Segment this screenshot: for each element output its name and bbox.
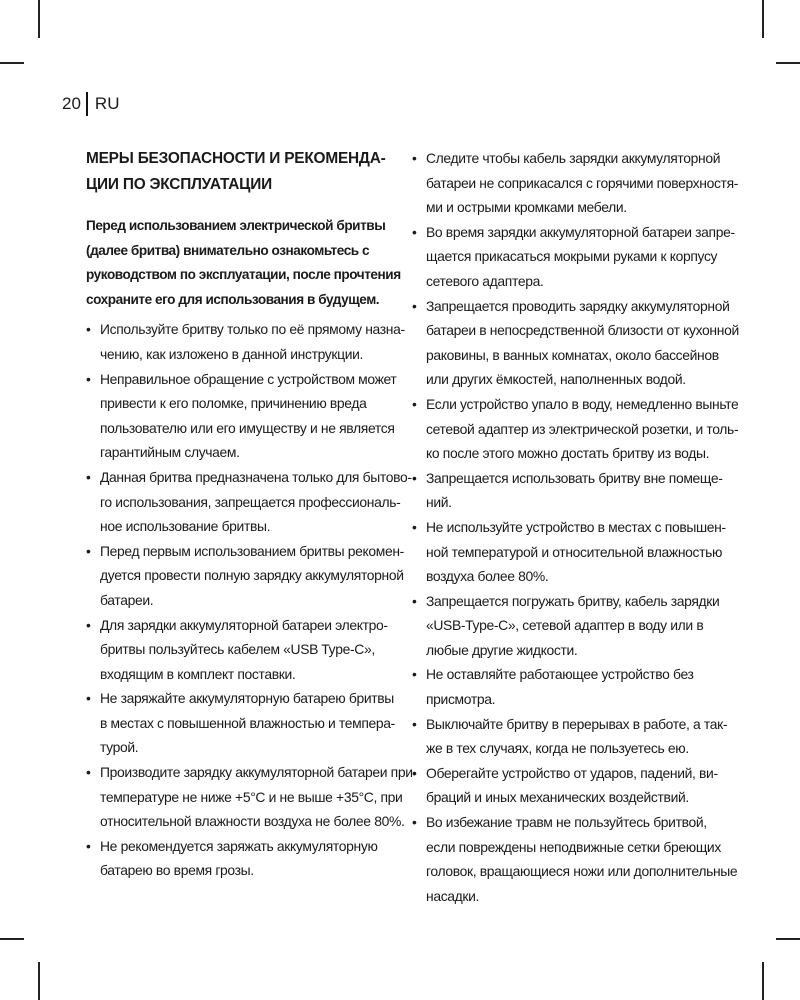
list-item: [86, 465, 412, 539]
list-item-line: Используйте бритву только по её прямому назна-: [100, 321, 405, 338]
bullet-icon: •: [412, 592, 417, 609]
list-item-line: Для зарядки аккумуляторной батареи электро-: [100, 616, 388, 633]
crop-mark-bottom-left: [38, 962, 40, 1000]
bullet-icon: •: [86, 321, 91, 338]
section-title: [86, 146, 392, 198]
list-item-line: Следите чтобы кабель зарядки аккумуляторной: [426, 150, 721, 166]
intro-line: руководством по эксплуатации, после прочтения: [86, 267, 401, 283]
bullet-icon: •: [412, 469, 417, 486]
list-item-line: Запрещается проводить зарядку аккумуляторной: [426, 297, 730, 314]
bullet-icon: •: [412, 297, 417, 314]
bullet-icon: •: [412, 223, 417, 240]
crop-mark-left-lower: [0, 938, 24, 940]
list-item-line: Во избежание травм не пользуйтесь бритвой,: [426, 814, 707, 831]
list-item-line: сетевого адаптера.: [426, 272, 544, 289]
list-item-line: Запрещается погружать бритву, кабель зарядки: [426, 592, 720, 609]
list-item-line: Запрещается использовать бритву вне помеще-: [426, 469, 723, 486]
list-item-line: присмотра.: [426, 691, 496, 708]
crop-mark-bottom-right: [762, 962, 764, 1000]
bullet-icon: •: [412, 518, 417, 535]
intro-paragraph: [86, 214, 401, 312]
list-item: [412, 761, 720, 810]
section-title-line: МЕРЫ БЕЗОПАСНОСТИ И РЕКОМЕНДА-: [86, 150, 386, 167]
list-item-line: ми и острыми кромками мебели.: [426, 199, 627, 216]
intro-line: (далее бритва) внимательно ознакомьтесь с: [86, 242, 370, 258]
list-item-line: «USB-Type-C», сетевой адаптер в воду или в: [426, 617, 704, 634]
list-item-line: входящим в комплект поставки.: [100, 665, 296, 682]
crop-mark-right-lower: [776, 938, 800, 940]
language-code: RU: [94, 94, 120, 113]
list-item-line: Не заряжайте аккумуляторную батарею бритвы: [100, 690, 394, 707]
bullet-icon: •: [412, 666, 417, 683]
list-item: [86, 686, 395, 760]
crop-mark-left-upper: [0, 62, 24, 64]
bullet-icon: •: [412, 395, 417, 412]
left-column: [86, 146, 413, 883]
bullet-icon: •: [86, 542, 91, 559]
list-item: [86, 760, 413, 834]
list-item: [412, 589, 720, 663]
list-item-line: если повреждены неподвижные сетки бреющих: [426, 838, 721, 855]
list-item-line: щается прикасаться мокрыми руками к корпусу: [426, 248, 718, 265]
list-item-line: ний.: [426, 494, 452, 511]
bullet-icon: •: [86, 468, 91, 485]
list-item-line: браций и иных механических воздействий.: [426, 789, 689, 806]
list-item-line: гарантийным случаем.: [100, 444, 240, 461]
list-item: [412, 220, 735, 294]
list-item-line: Данная бритва предназначена только для бытово-: [100, 468, 412, 485]
list-item-line: батареи в непосредственной близости от кухонной: [426, 322, 739, 339]
list-item-line: батарею во время грозы.: [100, 862, 254, 879]
list-item-line: в местах с повышенной влажностью и темпера-: [100, 714, 395, 731]
list-item-line: раковины, в ванных комнатах, около бассейнов: [426, 346, 719, 363]
list-item: [412, 466, 723, 515]
list-item-line: Во время зарядки аккумуляторной батареи запре-: [426, 223, 735, 240]
list-item-line: привести к его поломке, причинению вреда: [100, 395, 367, 412]
crop-mark-right-upper: [776, 62, 800, 64]
list-item-line: сетевой адаптер из электрической розетки, и толь-: [426, 420, 739, 437]
list-item-line: относительной влажности воздуха не более 80%.: [100, 813, 405, 830]
list-item-line: пользователю или его имуществу и не является: [100, 419, 395, 436]
bullet-icon: •: [412, 814, 417, 831]
list-item: [412, 392, 739, 466]
bullet-icon: •: [86, 764, 91, 781]
list-item-line: турой.: [100, 739, 139, 756]
bullet-icon: •: [412, 764, 417, 781]
list-item: [86, 539, 404, 613]
crop-mark-top-left: [38, 0, 40, 38]
list-item-line: Оберегайте устройство от ударов, падений, ви-: [426, 764, 718, 781]
list-item: [412, 810, 738, 908]
list-item-line: дуется провести полную зарядку аккумуляторной: [100, 567, 404, 584]
right-bullet-list: [412, 146, 739, 908]
bullet-icon: •: [86, 690, 91, 707]
list-item-line: любые другие жидкости.: [426, 641, 578, 658]
list-item-line: ко после этого можно достать бритву из воды.: [426, 445, 710, 462]
intro-line: Перед использованием электрической бритвы: [86, 218, 386, 233]
list-item-line: насадки.: [426, 887, 480, 904]
section-title-line: ЦИИ ПО ЭКСПЛУАТАЦИИ: [86, 176, 272, 193]
bullet-icon: •: [86, 370, 91, 387]
list-item-line: батареи.: [100, 591, 154, 608]
left-bullet-list: [86, 317, 413, 883]
list-item: [412, 294, 739, 392]
list-item-line: ное использование бритвы.: [100, 518, 271, 535]
header-divider: [86, 92, 88, 116]
list-item-line: бритвы пользуйтесь кабелем «USB Type-C»,: [100, 641, 375, 658]
list-item: [412, 515, 726, 589]
list-item-line: Перед первым использованием бритвы рекомен-: [100, 542, 404, 559]
list-item: [412, 662, 720, 711]
list-item-line: Выключайте бритву в перерывах в работе, а так-: [426, 715, 728, 732]
list-item: [86, 317, 405, 366]
list-item-line: батареи не соприкасался с горячими поверхностя-: [426, 174, 739, 191]
list-item-line: Производите зарядку аккумуляторной батареи при: [100, 764, 413, 781]
page-header: [62, 92, 119, 116]
list-item-line: головок, вращающиеся ножи или дополнительные: [426, 863, 738, 880]
list-item: [412, 712, 728, 761]
list-item: [86, 834, 392, 883]
list-item-line: чению, как изложено в данной инструкции.: [100, 345, 364, 362]
list-item-line: Не рекомендуется заряжать аккумуляторную: [100, 837, 378, 854]
right-column: [412, 146, 739, 908]
list-item-line: Не используйте устройство в местах с повышен-: [426, 518, 726, 535]
bullet-icon: •: [86, 616, 91, 633]
crop-mark-top-right: [762, 0, 764, 38]
list-item-line: ной температурой и относительной влажностью: [426, 543, 723, 560]
bullet-icon: •: [412, 715, 417, 732]
list-item-line: воздуха более 80%.: [426, 568, 549, 585]
list-item-line: температуре не ниже +5°C и не выше +35°C, при: [100, 788, 403, 805]
bullet-icon: •: [412, 150, 417, 166]
list-item-line: Неправильное обращение с устройством может: [100, 370, 397, 387]
list-item: [86, 367, 397, 465]
list-item-line: или других ёмкостей, наполненных водой.: [426, 371, 686, 388]
list-item: [412, 146, 739, 220]
list-item-line: Не оставляйте работающее устройство без: [426, 666, 694, 683]
intro-line: сохраните его для использования в будущем.: [86, 291, 380, 307]
bullet-icon: •: [86, 837, 91, 854]
list-item-line: го использования, запрещается профессиональ-: [100, 493, 401, 510]
list-item-line: Если устройство упало в воду, немедленно выньте: [426, 395, 739, 412]
list-item-line: же в тех случаях, когда не пользуетесь ею.: [426, 740, 689, 757]
list-item: [86, 613, 392, 687]
page-number: 20: [62, 94, 81, 113]
